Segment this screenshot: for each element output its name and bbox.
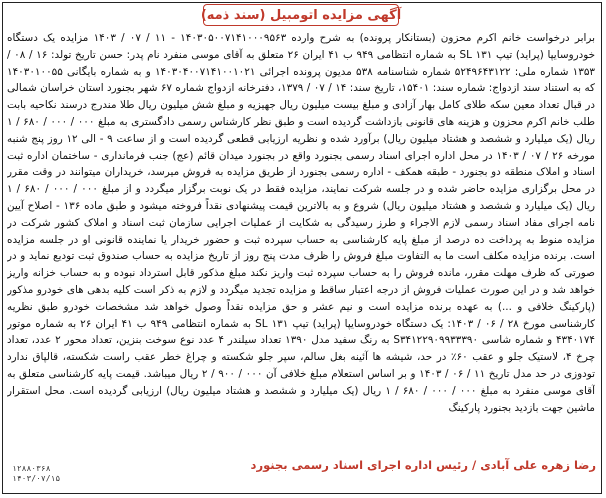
notice-body: برابر درخواست خانم اکرم محزون (بستانکار پرونده) به شرح وارده ۱۴۰۳۰۵۰۰۷۱۴۱۰۰۰۹۵۶۳ - ۱۱ / ۰۷ / ۱۴۰۳ مزایده یک دستگاه خودروسایپا (پراید) تیپ ۱۳۱ SL به شماره انتظامی ۹۴۹ ب ۴۱ ایران ۲۶ متعلق به آقای موسی منفرد نام پدر: حسن تاریخ تولد: ۱۶ / ۰۸ / ۱۳۵۳ شماره ملی: ۵۲۴۹۶۴۳۱۲۲ شماره شناسنامه ۵۳۸ مدیون پرونده اجرائی ۱۴۰۳۰۴۰۰۷۱۴۱۰۰۱۰۲۱ و به شماره بایگانی ۱۴۰۳۰۱۰۰۵۵ که به استناد سند ازدواج: شماره سند: ۱۵۴۰۱، تاریخ سند: ۱۴ / ۰۷ / ۱۳۷۹، دفترخانه ازدواج شماره ۶۷ شهر بجنورد استان خراسان شمالی در قبال تعداد معین سکه طلای کامل بهار آزادی و مبلغ بیست میلیون ریال جهیزیه و مبلغ شش میلیون ریال طلا مندرج درسند نکاحیه بابت طلب خانم اکرم محزون و هزینه های قانونی بازداشت گردیده است و طبق نظر کارشناس رسمی دادگستری به مبلغ ۰۰۰ / ۰۰۰ / ۶۸۰ / ۱ ریال (یک میلیارد و ششصد و هشتاد میلیون ریال) برآورد شده و نظریه ارزیابی قطعی گردیده است و از ساعت ۹ - الی ۱۲ روز پنج شنبه مورخه ۲۶ / ۰۷ / ۱۴۰۳ در محل اداره اجرای اسناد رسمی بجنورد واقع در بجنورد میدان قائم (عج) جنب فرمانداری - ساختمان اداره ثبت اسناد و املاک منطقه دو بجنورد - طبقه همکف - اداره رسمی بجنورد از طریق مزایده به فروش میرسد، خریداران میتوانند در وقت مقرر در محل برگزاری مزایده حاضر شده و در جلسه شرکت نمایند، مزایده فقط در یک نوبت برگزار میگردد و از مبلغ ۰۰۰ / ۰۰۰ / ۶۸۰ / ۱ ریال (یک میلیارد و ششصد و هشتاد میلیون ریال) شروع و به بالاترین قیمت پیشنهادی نقداً فروخته میشود و طبق ماده ۱۳۶ - اصلاح آیین نامه اجرای مفاد اسناد رسمی لازم الاجراء و طرز رسیدگی به شکایت از عملیات اجرایی سازمان ثبت اسناد و املاک کشور شرکت در مزایده منوط به پرداخت ده درصد از مبلغ پایه کارشناسی به حساب سپرده ثبت و حضور خریدار یا نماینده قانونی او در جلسه مزایده است. برنده مزایده مکلف است ما به التفاوت مبلغ فروش را ظرف مدت پنج روز از تاریخ مزایده به حساب صندوق ثبت تودیع نماید و در صورتی که ظرف مهلت مقرر، مانده فروش را به حساب سپرده ثبت واریز نکند مبلغ مذکور قابل استرداد نبوده و به حساب خزانه واریز خواهد شد و در این صورت عملیات فروش از درجه اعتبار ساقط و مزایده تجدید میگردد و لازم به ذکر است کلیه بدهی های خودرو مذکور (پارکینگ خلافی و ...) به عهده برنده مزایده است و نیم عشر و حق مزایده نقداً وصول خواهد شد مشخصات خودرو طبق نظریه کارشناسی مورخ ۲۸ / ۰۶ / ۱۴۰۳: یک دستگاه خودروسایپا (پراید) تیپ ۱۳۱ SL به شماره انتظامی ۹۴۹ ب ۴۱ ایران ۲۶ به شماره موتور ۴۳۴۰۱۷۴ و شماره شاسی S۳۴۱۲۲۹۰۹۹۳۳۳۹۰ به رنگ سفید مدل ۱۳۹۰ تعداد سیلندر ۴ عدد نوع سوخت بنزین، تعداد محور ۲ عدد، تعداد چرخ ۴، لاستیک جلو و عقب ۶۰٪ در حد، شیشه ها آئینه بغل سالم، سپر جلو شکسته و چراغ خطر عقب راست شکسته، قالپاق ندارد تودوزی در حد مدل تاریخ ۱۱ / ۰۶ / ۱۴۰۳ و بر اساس استعلام مبلغ خلافی آن ۰۰۰ / ۹۰۰ / ۲ ریال میباشد. قیمت پایه کارشناسی متعلق به آقای موسی منفرد به مبلغ ۰۰۰ / ۰۰۰ / ۶۸۰ / ۱ ریال (یک میلیارد و ششصد و هشتاد میلیون ریال) ارزیابی گردیده است. محل استقرار ماشین جهت بازدید بجنورد پارکینگ bbox=[7, 32, 595, 414]
document-id-number: ۱۲۸۸۰۳۶۸ bbox=[12, 464, 51, 473]
document-id-date: ۱۴۰۳/۰۷/۱۵ bbox=[12, 474, 61, 483]
document-id bbox=[12, 464, 60, 484]
signature: رضا زهره علی آبادی / رئیس اداره اجرای اسناد رسمی بجنورد bbox=[250, 458, 596, 472]
notice-title-text: آگهی مزایده اتومبیل (سند ذمه) bbox=[200, 7, 402, 23]
notice-title bbox=[200, 4, 402, 26]
